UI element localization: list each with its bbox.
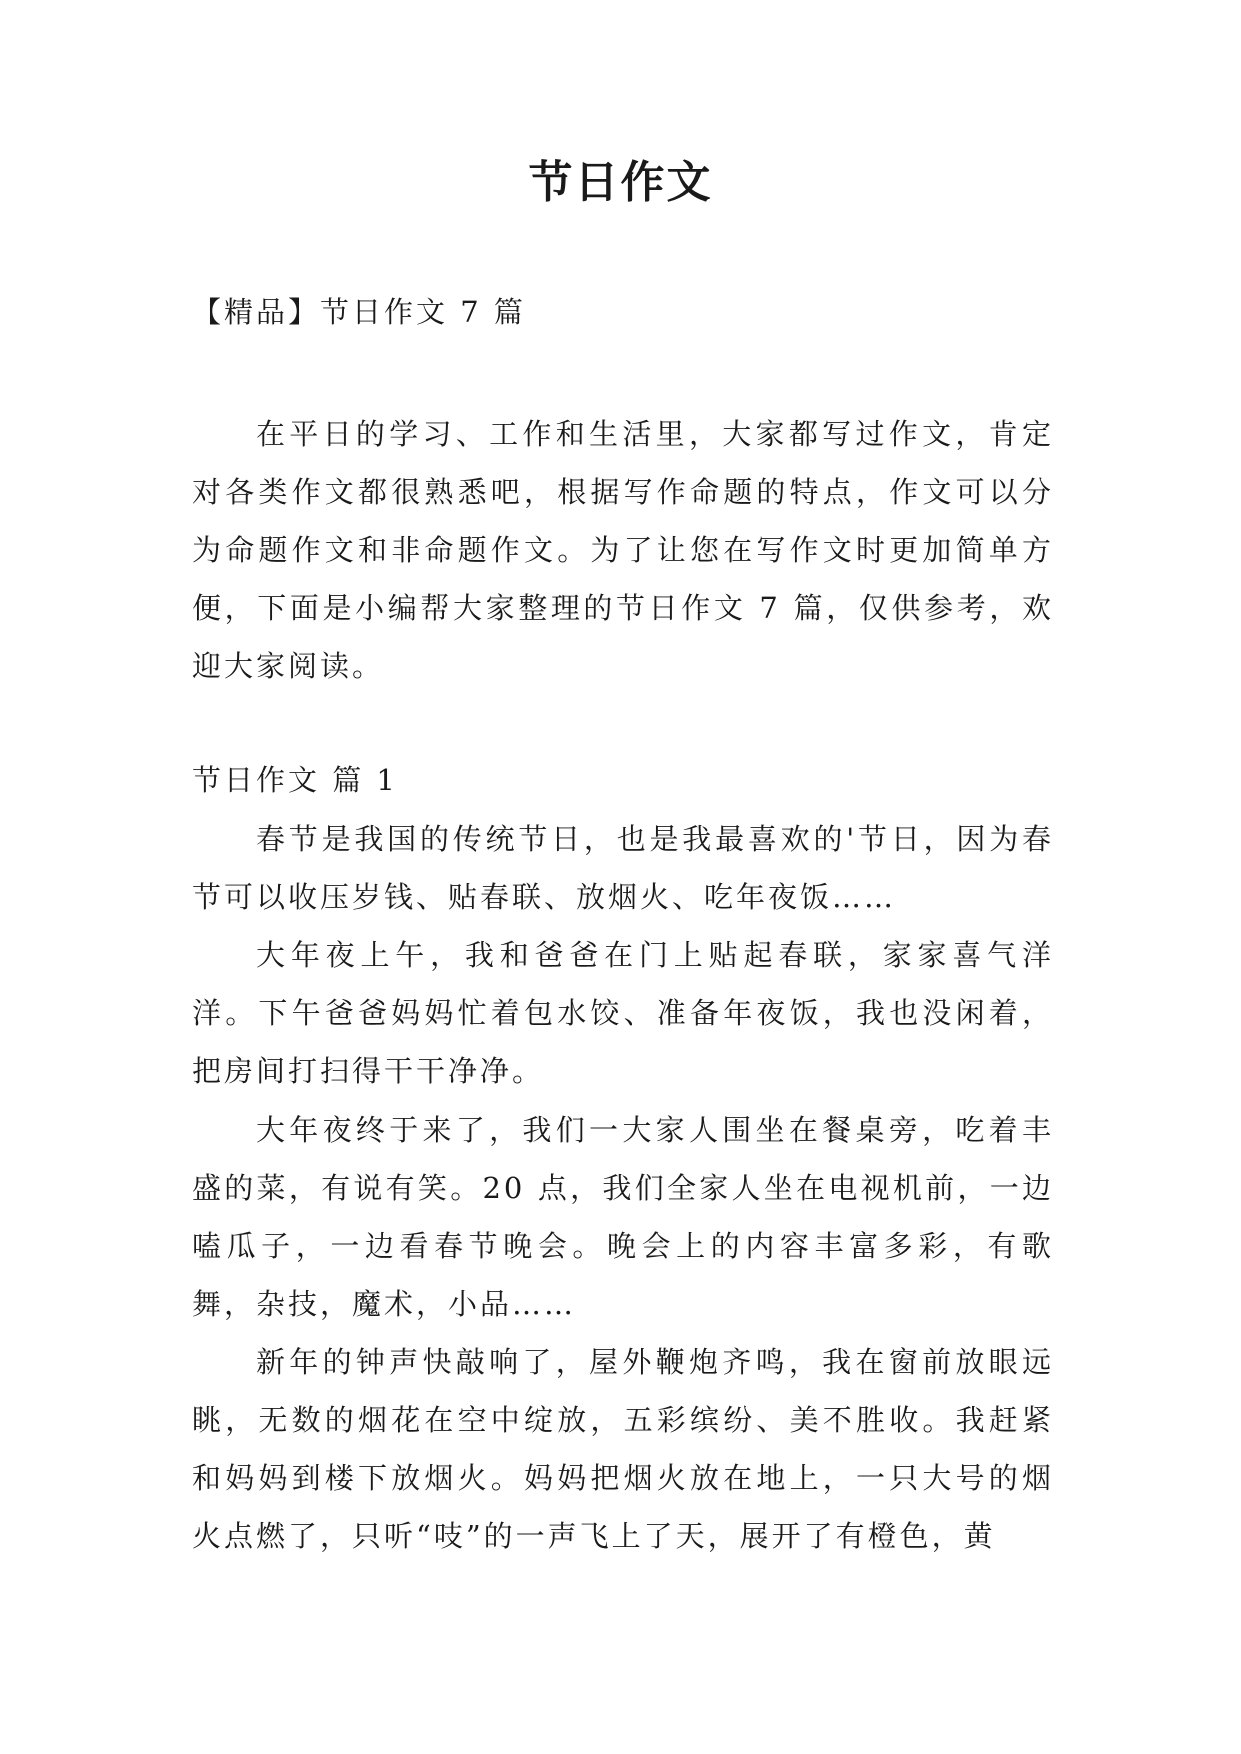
body-paragraph: 春节是我国的传统节日，也是我最喜欢的'节日，因为春节可以收压岁钱、贴春联、放烟火、吃年夜饭…… [192,822,1054,914]
intro-paragraph: 在平日的学习、工作和生活里，大家都写过作文，肯定对各类作文都很熟悉吧，根据写作命题的特点，作文可以分为命题作文和非命题作文。为了让您在写作文时更加简单方便，下面是小编帮大家整理的节日作文 7 篇，仅供参考，欢迎大家阅读。 [192,417,1054,683]
body-paragraph: 大年夜终于来了，我们一大家人围坐在餐桌旁，吃着丰盛的菜，有说有笑。20 点，我们全家人坐在电视机前，一边嗑瓜子，一边看春节晚会。晚会上的内容丰富多彩，有歌舞，杂技，魔术，小品…… [192,1113,1054,1321]
body-paragraph: 大年夜上午，我和爸爸在门上贴起春联，家家喜气洋洋。下午爸爸妈妈忙着包水饺、准备年夜饭，我也没闲着，把房间打扫得干干净净。 [192,938,1054,1088]
body-paragraph: 新年的钟声快敲响了，屋外鞭炮齐鸣，我在窗前放眼远眺，无数的烟花在空中绽放，五彩缤纷、美不胜收。我赶紧和妈妈到楼下放烟火。妈妈把烟火放在地上，一只大号的烟火点燃了，只听“吱”的一声飞上了天，展开了有橙色，黄 [192,1345,1054,1553]
document-subtitle: 【精品】节日作文 7 篇 [192,295,526,329]
section-heading: 节日作文 篇 1 [192,763,398,797]
document-title: 节日作文 [528,157,713,208]
